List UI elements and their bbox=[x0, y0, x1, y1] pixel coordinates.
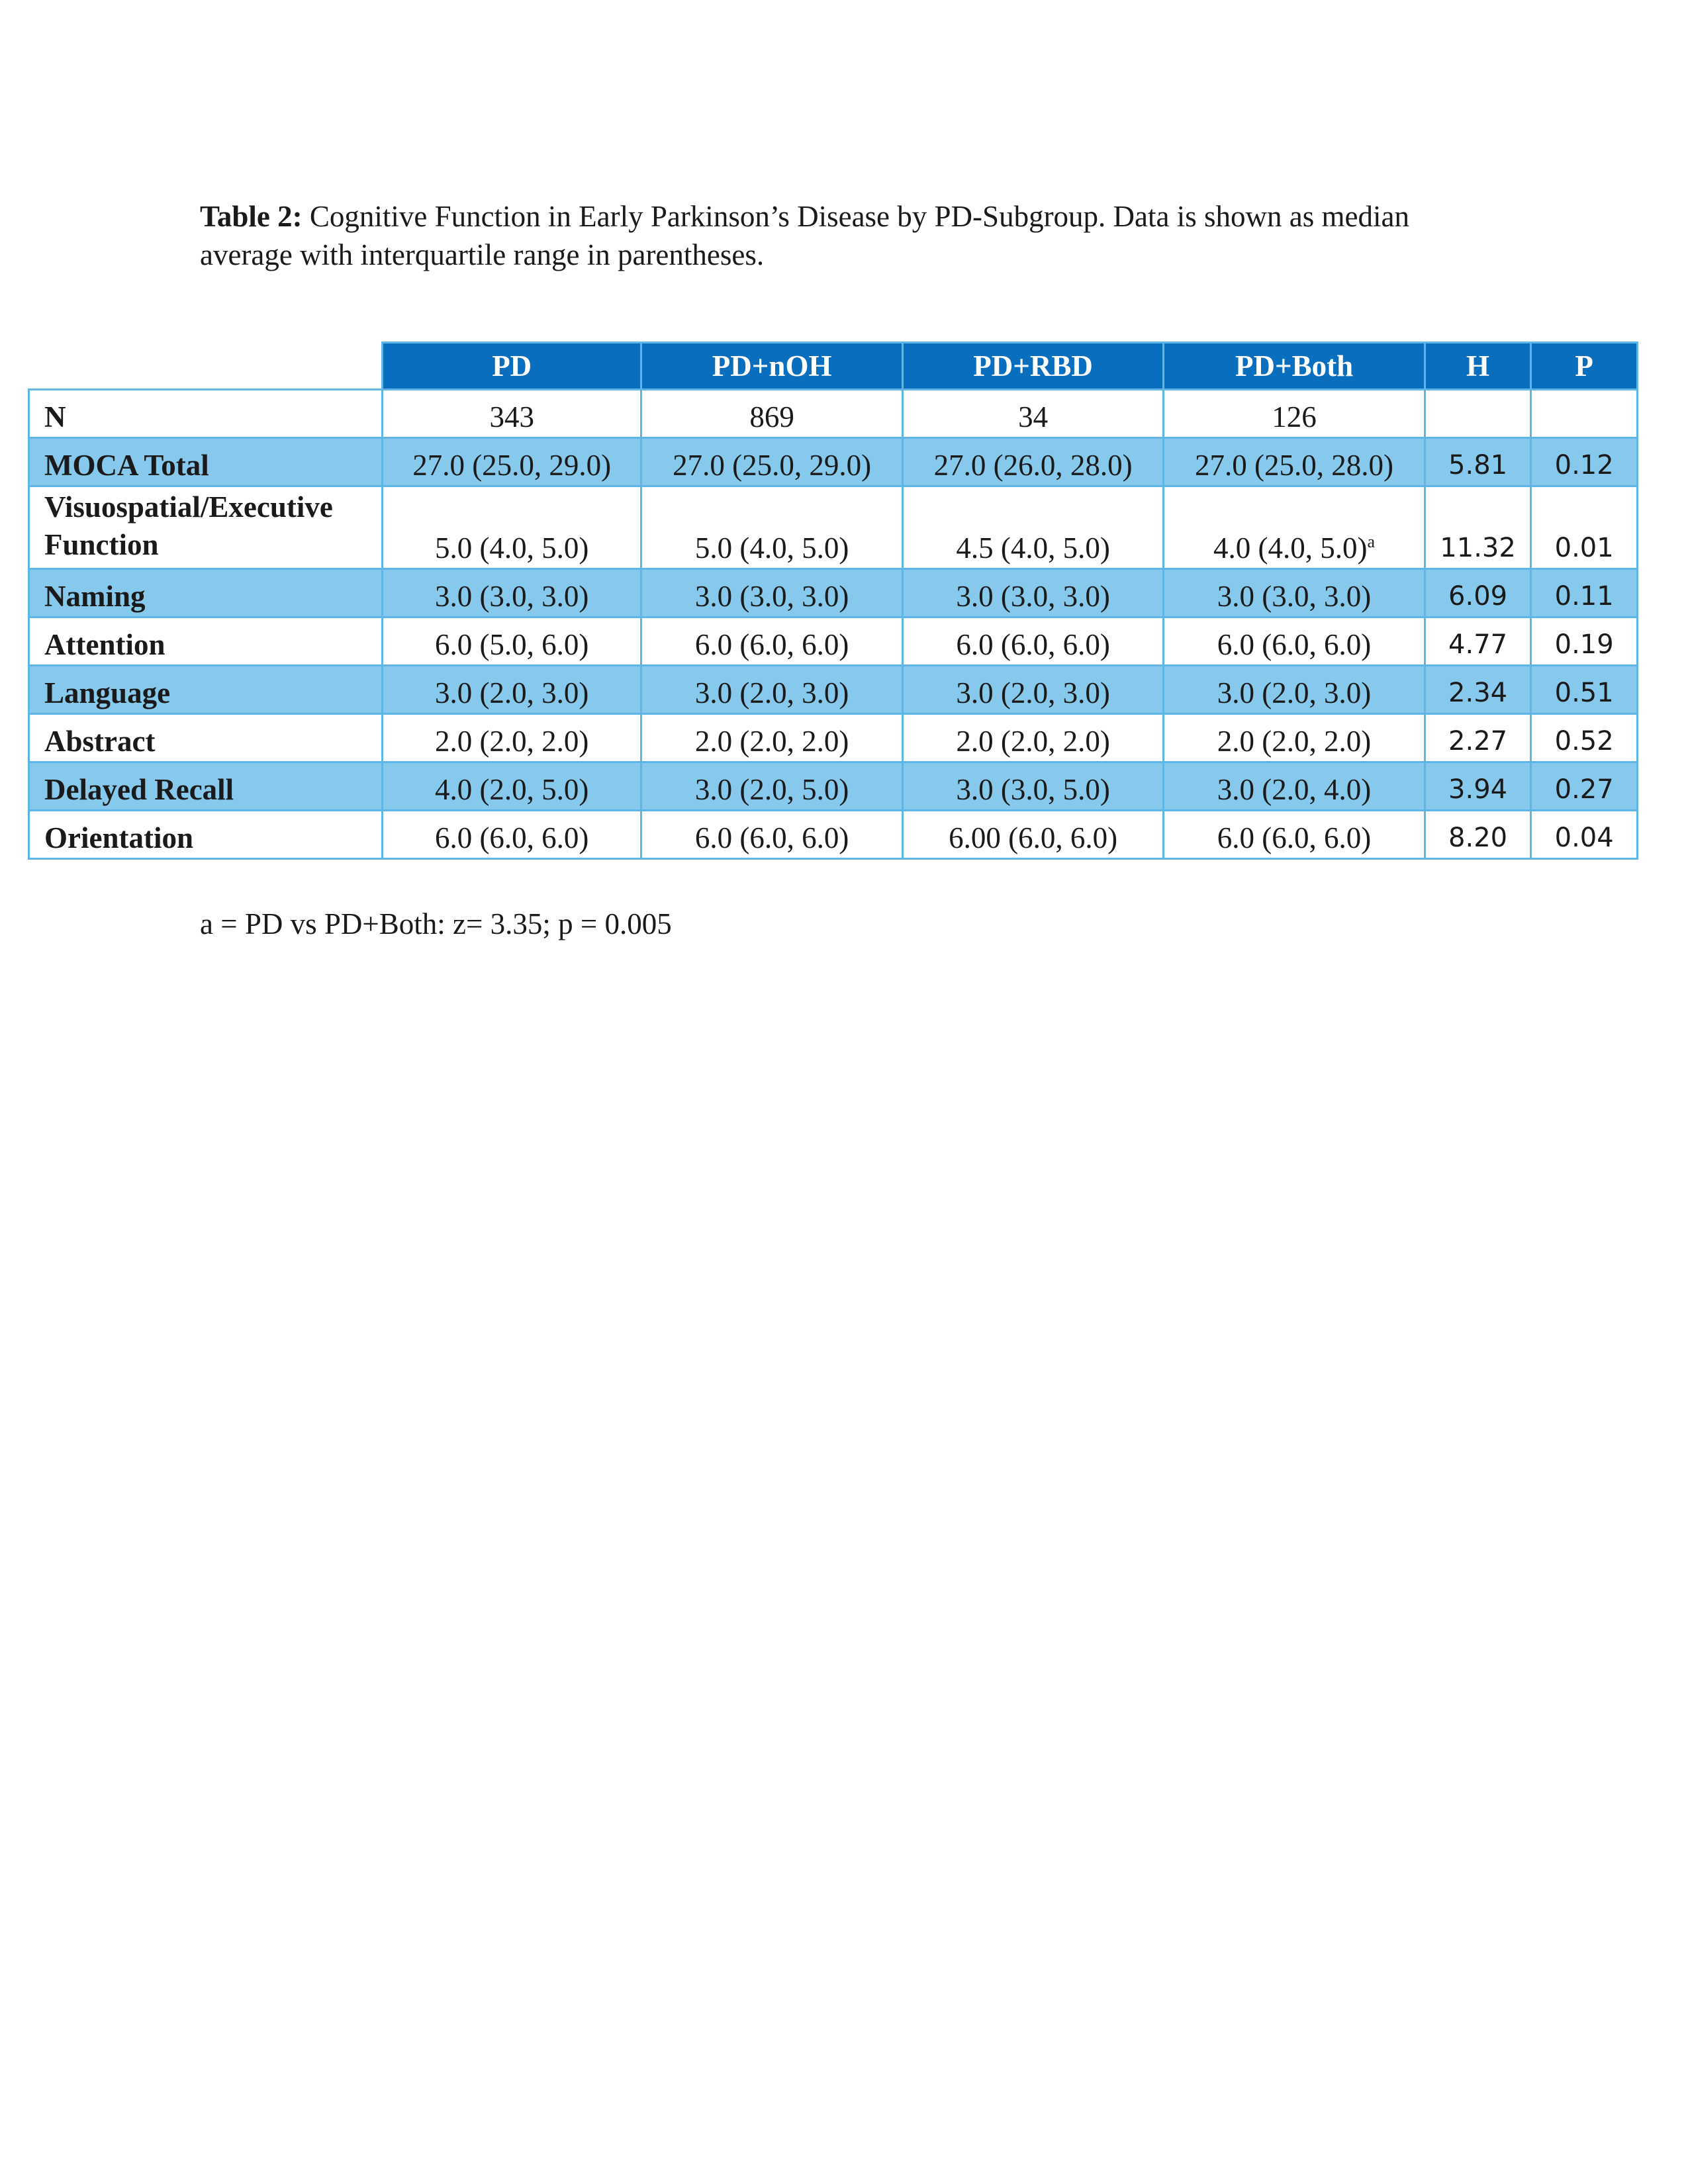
cell-h bbox=[1425, 438, 1531, 486]
cell-p bbox=[1531, 714, 1638, 762]
column-header-h: H bbox=[1425, 343, 1531, 390]
cell-pd-text: 4.0 (2.0, 5.0) bbox=[434, 773, 589, 806]
table-row bbox=[29, 714, 1638, 762]
cell-pd-both-text: 4.0 (4.0, 5.0) bbox=[1213, 531, 1368, 565]
cell-pd-text: 343 bbox=[489, 400, 534, 433]
cell-pd-text: 27.0 (25.0, 29.0) bbox=[412, 449, 612, 482]
cell-pd bbox=[382, 390, 641, 438]
cell-pd-rbd bbox=[902, 390, 1163, 438]
cell-pd-rbd-text: 6.00 (6.0, 6.0) bbox=[949, 821, 1118, 854]
cell-pd-text: 5.0 (4.0, 5.0) bbox=[434, 531, 589, 565]
cell-pd bbox=[382, 666, 641, 714]
cell-pd-rbd bbox=[902, 617, 1163, 666]
row-label bbox=[29, 762, 383, 811]
cell-pd bbox=[382, 486, 641, 569]
row-label-text: MOCA Total bbox=[44, 449, 209, 482]
row-label-text: Attention bbox=[44, 628, 165, 661]
cell-h bbox=[1425, 811, 1531, 859]
cell-pd-text: 6.0 (6.0, 6.0) bbox=[434, 821, 589, 854]
row-label-text: Language bbox=[44, 676, 171, 709]
cell-h-text: 2.27 bbox=[1448, 726, 1508, 756]
table-row bbox=[29, 486, 1638, 569]
cell-pd-both bbox=[1164, 438, 1425, 486]
cell-pd-both bbox=[1164, 762, 1425, 811]
cell-pd-rbd bbox=[902, 714, 1163, 762]
row-label bbox=[29, 714, 383, 762]
cell-pd-rbd bbox=[902, 569, 1163, 617]
table-row bbox=[29, 438, 1638, 486]
cell-h bbox=[1425, 569, 1531, 617]
table-row bbox=[29, 811, 1638, 859]
cell-pd-rbd bbox=[902, 811, 1163, 859]
cell-pd-both-text: 3.0 (2.0, 3.0) bbox=[1217, 676, 1372, 709]
row-label bbox=[29, 438, 383, 486]
cell-pd-noh bbox=[641, 714, 902, 762]
row-label bbox=[29, 486, 383, 569]
cell-pd-both bbox=[1164, 811, 1425, 859]
cell-h-text: 2.34 bbox=[1448, 678, 1508, 708]
cell-h bbox=[1425, 486, 1531, 569]
cell-pd-noh bbox=[641, 811, 902, 859]
header-row bbox=[29, 343, 1638, 390]
cell-pd-both bbox=[1164, 569, 1425, 617]
cell-h-text: 3.94 bbox=[1448, 774, 1508, 805]
cell-pd-both-text: 6.0 (6.0, 6.0) bbox=[1217, 628, 1372, 661]
row-label-text: Visuospatial/Executive Function bbox=[44, 490, 333, 561]
cell-h bbox=[1425, 762, 1531, 811]
cell-pd-rbd-text: 3.0 (3.0, 3.0) bbox=[956, 580, 1110, 613]
row-label bbox=[29, 390, 383, 438]
cell-pd-noh bbox=[641, 390, 902, 438]
cell-pd-both-text: 27.0 (25.0, 28.0) bbox=[1195, 449, 1394, 482]
cell-pd-text: 6.0 (5.0, 6.0) bbox=[434, 628, 589, 661]
table-footnote: a = PD vs PD+Both: z= 3.35; p = 0.005 bbox=[200, 907, 672, 940]
cell-p bbox=[1531, 666, 1638, 714]
cell-h-text: 11.32 bbox=[1440, 533, 1516, 563]
cell-pd-rbd-text: 34 bbox=[1018, 400, 1049, 433]
footnote-marker: a bbox=[1367, 532, 1376, 551]
column-header-p: P bbox=[1531, 343, 1638, 390]
column-header-pd-rbd: PD+RBD bbox=[902, 343, 1163, 390]
cell-pd-noh-text: 5.0 (4.0, 5.0) bbox=[694, 531, 849, 565]
row-label-text: Abstract bbox=[44, 725, 156, 758]
table-row bbox=[29, 390, 1638, 438]
caption-text: Cognitive Function in Early Parkinson’s Disease by PD-Subgroup. Data is shown as median average with interquartile range in parentheses. bbox=[200, 200, 1409, 271]
cell-h-text: 4.77 bbox=[1448, 629, 1508, 660]
cell-h-text: 6.09 bbox=[1448, 581, 1508, 612]
cell-p bbox=[1531, 811, 1638, 859]
cell-p-text: 0.52 bbox=[1554, 726, 1614, 756]
cell-pd-noh-text: 3.0 (2.0, 5.0) bbox=[694, 773, 849, 806]
table-row bbox=[29, 569, 1638, 617]
cell-pd-noh-text: 869 bbox=[749, 400, 794, 433]
column-header-pd-noh: PD+nOH bbox=[641, 343, 902, 390]
cell-pd-both bbox=[1164, 666, 1425, 714]
cell-pd-noh-text: 3.0 (3.0, 3.0) bbox=[694, 580, 849, 613]
cell-p bbox=[1531, 390, 1638, 438]
table-row bbox=[29, 666, 1638, 714]
cell-pd-noh bbox=[641, 438, 902, 486]
cell-pd-noh bbox=[641, 486, 902, 569]
cell-p bbox=[1531, 438, 1638, 486]
table-row bbox=[29, 762, 1638, 811]
cell-p bbox=[1531, 617, 1638, 666]
cell-pd-text: 3.0 (2.0, 3.0) bbox=[434, 676, 589, 709]
cell-p-text: 0.12 bbox=[1554, 450, 1614, 480]
cell-pd-rbd-text: 4.5 (4.0, 5.0) bbox=[956, 531, 1110, 565]
cell-pd-rbd-text: 2.0 (2.0, 2.0) bbox=[956, 725, 1110, 758]
cell-p bbox=[1531, 486, 1638, 569]
row-label bbox=[29, 569, 383, 617]
cell-pd-both bbox=[1164, 390, 1425, 438]
column-header-pd-both: PD+Both bbox=[1164, 343, 1425, 390]
cell-h bbox=[1425, 390, 1531, 438]
cell-p-text: 0.19 bbox=[1554, 629, 1614, 660]
cell-p-text: 0.04 bbox=[1554, 823, 1614, 853]
cell-pd-text: 2.0 (2.0, 2.0) bbox=[434, 725, 589, 758]
cell-p-text: 0.01 bbox=[1554, 533, 1614, 563]
cell-h-text: 5.81 bbox=[1448, 450, 1508, 480]
cell-h bbox=[1425, 666, 1531, 714]
column-header-pd: PD bbox=[382, 343, 641, 390]
cell-pd-both-text: 2.0 (2.0, 2.0) bbox=[1217, 725, 1372, 758]
cell-pd-both-text: 3.0 (3.0, 3.0) bbox=[1217, 580, 1372, 613]
row-label-text: Orientation bbox=[44, 821, 193, 854]
cell-pd-rbd bbox=[902, 666, 1163, 714]
cognitive-function-table bbox=[28, 341, 1638, 860]
table-row bbox=[29, 617, 1638, 666]
row-label-text: Delayed Recall bbox=[44, 773, 234, 806]
cell-h bbox=[1425, 617, 1531, 666]
row-label bbox=[29, 617, 383, 666]
cell-pd-both bbox=[1164, 486, 1425, 569]
row-label bbox=[29, 811, 383, 859]
cell-pd-both bbox=[1164, 617, 1425, 666]
cell-pd-rbd bbox=[902, 438, 1163, 486]
cell-pd-noh-text: 6.0 (6.0, 6.0) bbox=[694, 628, 849, 661]
cell-p bbox=[1531, 762, 1638, 811]
cell-pd-noh bbox=[641, 762, 902, 811]
cell-pd-noh bbox=[641, 666, 902, 714]
cell-p-text: 0.11 bbox=[1554, 581, 1614, 612]
cell-pd-rbd-text: 27.0 (26.0, 28.0) bbox=[933, 449, 1133, 482]
cell-pd-text: 3.0 (3.0, 3.0) bbox=[434, 580, 589, 613]
caption-label: Table 2: bbox=[200, 200, 303, 233]
cell-pd-noh-text: 3.0 (2.0, 3.0) bbox=[694, 676, 849, 709]
cell-pd bbox=[382, 714, 641, 762]
cell-pd-both-text: 3.0 (2.0, 4.0) bbox=[1217, 773, 1372, 806]
row-label-text: Naming bbox=[44, 580, 146, 613]
cell-pd bbox=[382, 569, 641, 617]
cell-pd-rbd-text: 6.0 (6.0, 6.0) bbox=[956, 628, 1110, 661]
table-caption bbox=[200, 197, 1497, 274]
cell-pd-both-text: 6.0 (6.0, 6.0) bbox=[1217, 821, 1372, 854]
cell-pd-noh bbox=[641, 569, 902, 617]
cell-pd bbox=[382, 438, 641, 486]
cell-pd-rbd bbox=[902, 762, 1163, 811]
cell-pd-rbd bbox=[902, 486, 1163, 569]
cell-pd-noh-text: 2.0 (2.0, 2.0) bbox=[694, 725, 849, 758]
cell-p-text: 0.27 bbox=[1554, 774, 1614, 805]
cell-p-text: 0.51 bbox=[1554, 678, 1614, 708]
cell-pd-noh-text: 6.0 (6.0, 6.0) bbox=[694, 821, 849, 854]
cell-pd bbox=[382, 762, 641, 811]
cell-pd-rbd-text: 3.0 (2.0, 3.0) bbox=[956, 676, 1110, 709]
cell-pd-rbd-text: 3.0 (3.0, 5.0) bbox=[956, 773, 1110, 806]
cell-pd-both-text: 126 bbox=[1272, 400, 1317, 433]
cell-pd-both bbox=[1164, 714, 1425, 762]
cell-h-text: 8.20 bbox=[1448, 823, 1508, 853]
cell-pd-noh-text: 27.0 (25.0, 29.0) bbox=[673, 449, 872, 482]
cell-p bbox=[1531, 569, 1638, 617]
cell-pd-noh bbox=[641, 617, 902, 666]
cell-h bbox=[1425, 714, 1531, 762]
cell-pd bbox=[382, 617, 641, 666]
row-label bbox=[29, 666, 383, 714]
cell-pd bbox=[382, 811, 641, 859]
header-corner bbox=[29, 343, 383, 390]
row-label-text: N bbox=[44, 400, 66, 433]
